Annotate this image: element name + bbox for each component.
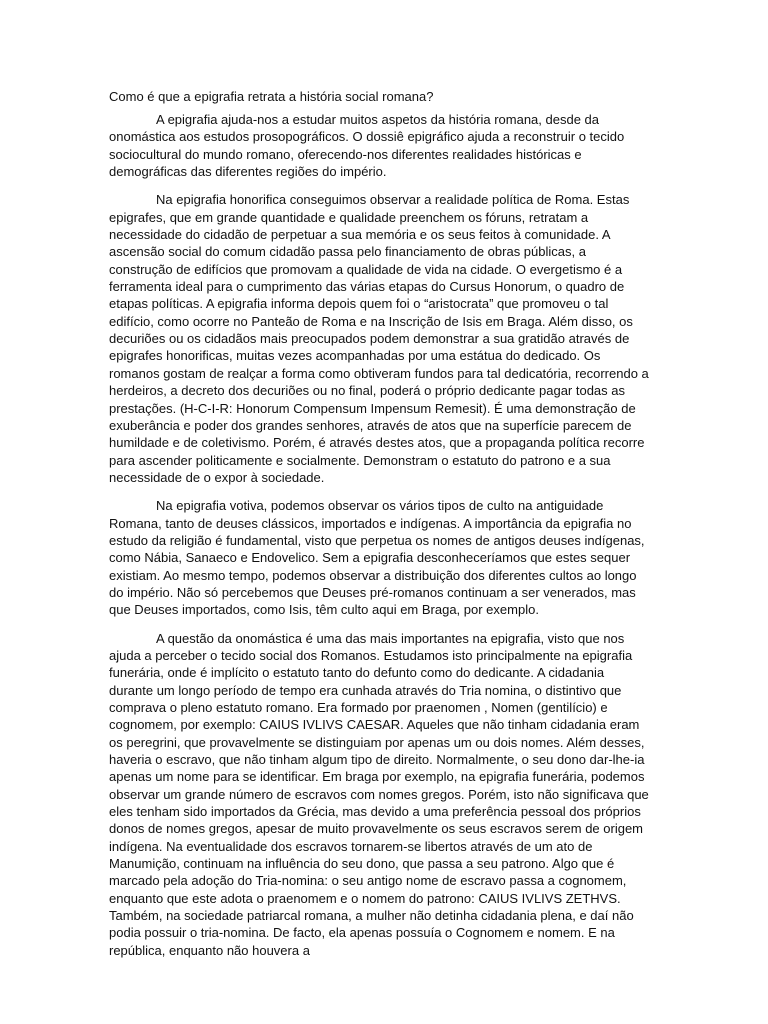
paragraph-honorific-epigraphy: Na epigrafia honorifica conseguimos observar a realidade política de Roma. Estas epigrafes, que em grande quantidade e qualidade preenchem os fóruns, retratam a necessidade do cidadão de perpetuar a sua memória e os seus feitos à comunidade. A ascensão social do comum cidadão passa pelo financiamento de obras públicas, a construção de edifícios que promovam a qualidade de vida na cidade. O evergetismo é a ferramenta ideal para o cumprimento das várias etapas do Cursus Honorum, o quadro de etapas políticas. A epigrafia informa depois quem foi o “aristocrata” que promoveu o tal edifício, como ocorre no Panteão de Roma e na Inscrição de Isis em Braga. Além disso, os decuriões ou os cidadãos mais preocupados podem demonstrar a sua gratidão através de epigrafes honorificas, muitas vezes acompanhadas por uma estátua do dedicado. Os romanos gostam de realçar a forma como obtiveram fundos para tal dedicatória, recorrendo a herdeiros, a decreto dos decuriões ou no final, poderá o próprio dedicante pagar todas as prestações. (H-C-I-R: Honorum Compensum Impensum Remesit). É uma demonstração de exuberância e poder dos grandes senhores, através de atos que na superfície parecem de humildade e de coletivismo. Porém, é através destes atos, que a propaganda política recorre para ascender politicamente e socialmente. Demonstram o estatuto do patrono e a sua necessidade de o expor à sociedade. bbox=[109, 192, 649, 485]
paragraph-intro: A epigrafia ajuda-nos a estudar muitos aspetos da história romana, desde da onomástica aos estudos prosopográficos. O dossiê epigráfico ajuda a reconstruir o tecido sociocultural do mundo romano, oferecendo-nos diferentes realidades históricas e demográficas das diferentes regiões do império. bbox=[109, 112, 625, 180]
document-title: Como é que a epigrafia retrata a história social romana? bbox=[109, 89, 434, 104]
paragraph-onomastics: A questão da onomástica é uma das mais importantes na epigrafia, visto que nos ajuda a perceber o tecido social dos Romanos. Estudamos isto principalmente na epigrafia funerária, onde é implícito o estatuto tanto do defunto como do dedicante. A cidadania durante um longo período de tempo era cunhada através do Tria nomina, o distintivo que comprava o pleno estatuto romano. Era formado por praenomen , Nomen (gentilício) e cognomem, por exemplo: CAIUS IVLIVS CAESAR. Aqueles que não tinham cidadania eram os peregrini, que provavelmente se distinguiam por apenas um ou dois nomes. Além desses, haveria o escravo, que não tinham algum tipo de direito. Normalmente, o seu dono dar-lhe-ia apenas um nome para se identificar. Em braga por exemplo, na epigrafia funerária, podemos observar um grande número de escravos com nomes gregos. Porém, isto não significava que eles tenham sido importados da Grécia, mas devido a uma preferência pessoal dos próprios donos de nomes gregos, apesar de muito provavelmente os seus escravos serem de origem indígena. Na eventualidade dos escravos tornarem-se libertos através de um ato de Manumição, continuam na influência do seu dono, que passa a seu patrono. Algo que é marcado pela adoção do Tria-nomina: o seu antigo nome de escravo passa a cognomem, enquanto que este adota o praenomem e o nomem do patrono: CAIUS IVLIVS ZETHVS. Também, na sociedade patriarcal romana, a mulher não detinha cidadania plena, e daí não podia possuir o tria-nomina. De facto, ela apenas possuía o Cognomem e nomem. E na república, enquanto não houvera a bbox=[109, 630, 649, 958]
paragraph-votive-epigraphy: Na epigrafia votiva, podemos observar os vários tipos de culto na antiguidade Romana, tanto de deuses clássicos, importados e indígenas. A importância da epigrafia no estudo da religião é fundamental, visto que perpetua os nomes de antigos deuses indígenas, como Nábia, Sanaeco e Endovelico. Sem a epigrafia desconheceríamos que estes sequer existiam. Ao mesmo tempo, podemos observar a distribuição dos diferentes cultos ao longo do império. Não só percebemos que Deuses pré-romanos continuam a ser venerados, mas que Deuses importados, como Isis, têm culto aqui em Braga, por exemplo. bbox=[109, 498, 645, 618]
